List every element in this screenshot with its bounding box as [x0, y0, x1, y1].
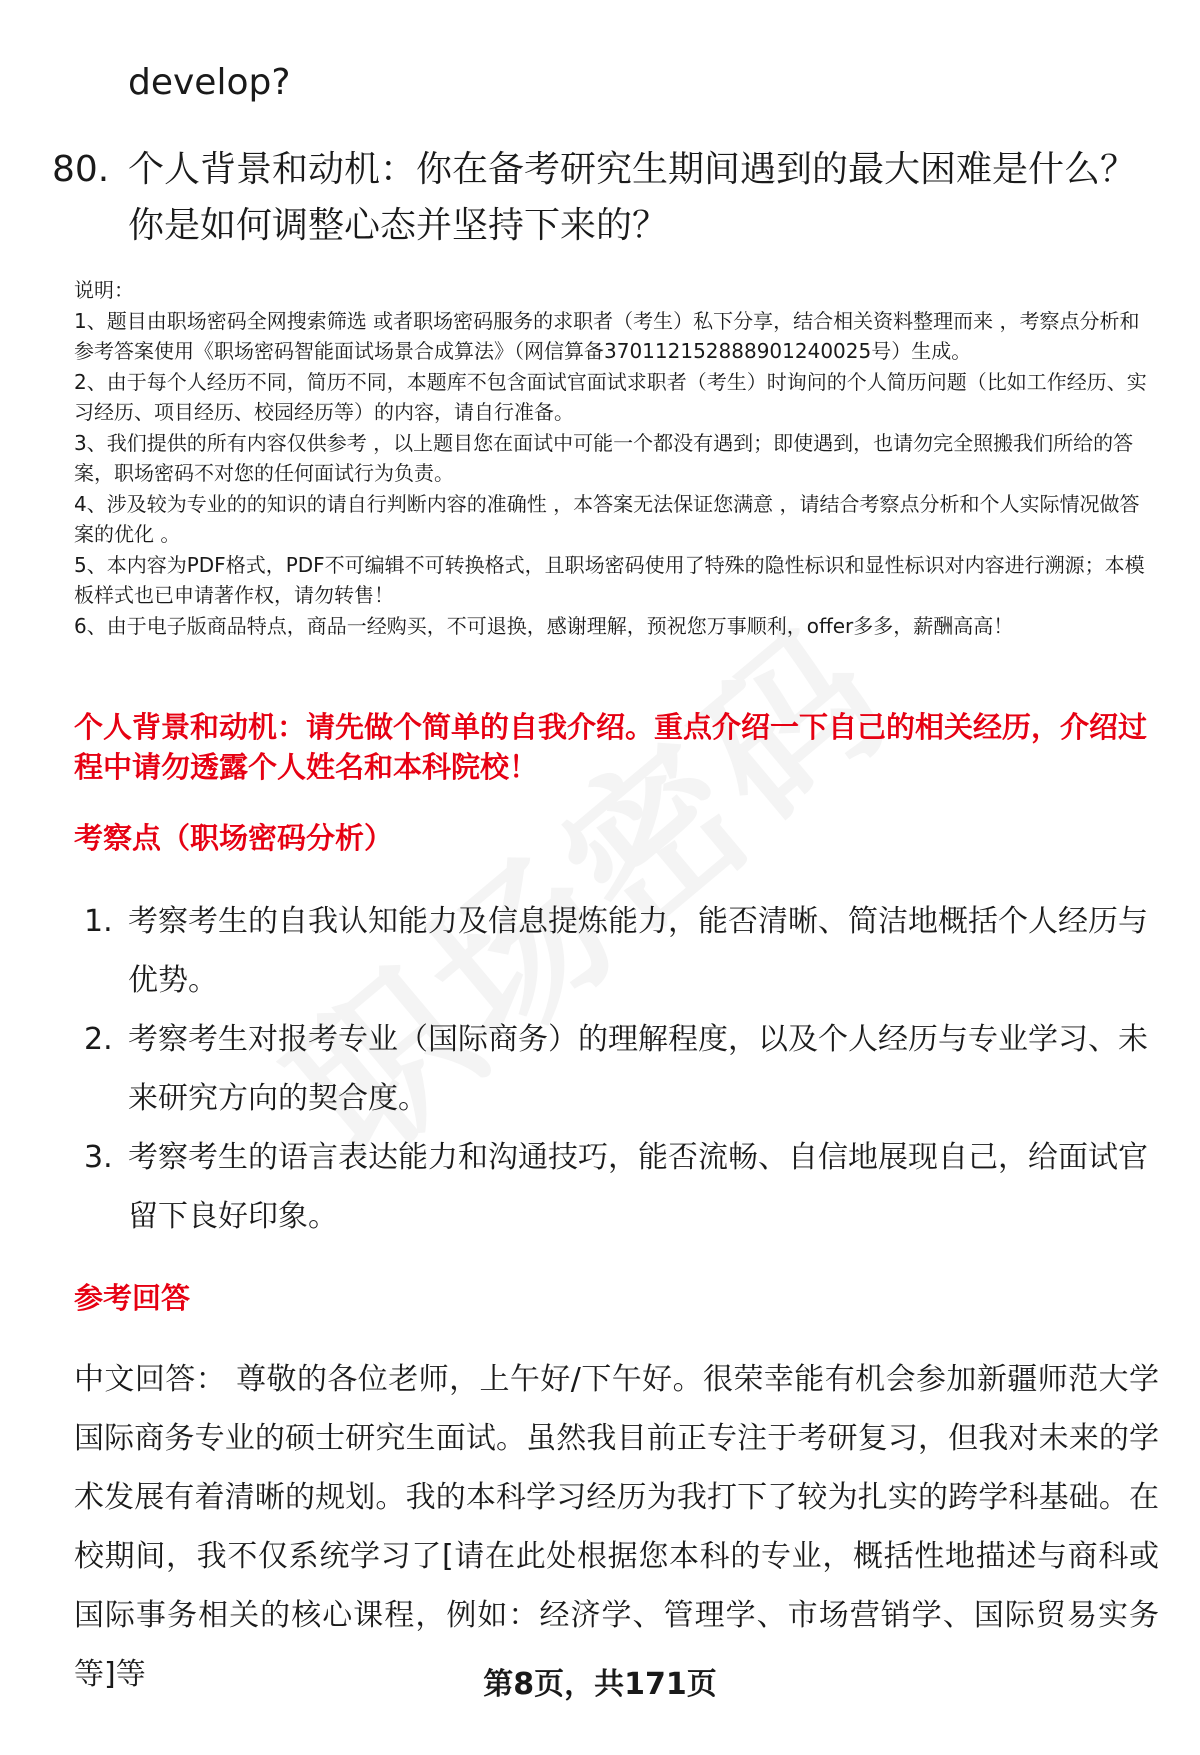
disclaimer-notes — [74, 275, 1154, 641]
notes-title: 说明： — [74, 278, 134, 302]
point-text: 考察考生的语言表达能力和沟通技巧，能否流畅、自信地展现自己，给面试官留下良好印象。 — [128, 1140, 1148, 1234]
point-text: 考察考生对报考专业（国际商务）的理解程度，以及个人经历与专业学习、未来研究方向的契合度。 — [128, 1022, 1148, 1116]
note-item: 3、我们提供的所有内容仅供参考 ，以上题目您在面试中可能一个都没有遇到；即使遇到，也请勿完全照搬我们所给的答案，职场密码不对您的任何面试行为负责。 — [74, 430, 1134, 485]
analysis-points — [84, 892, 1164, 1246]
note-item: 2、由于每个人经历不同，简历不同，本题库不包含面试官面试求职者（考生）时询问的个人简历问题（比如工作经历、实习经历、项目经历、校园经历等）的内容，请自行准备。 — [74, 369, 1147, 424]
note-item: 4、涉及较为专业的的知识的请自行判断内容的准确性 ，本答案无法保证您满意 ，请结合考察点分析和个人实际情况做答案的优化 。 — [74, 491, 1140, 546]
reference-answer-heading: 参考回答 — [74, 1281, 191, 1315]
reference-answer-body: 中文回答： 尊敬的各位老师，上午好/下午好。很荣幸能有机会参加新疆师范大学国际商务专业的硕士研究生面试。虽然我目前正专注于考研复习，但我对未来的学术发展有着清晰的规划。我的本科学习经历为我打下了较为扎实的跨学科基础。在校期间，我不仅系统学习了[请在此处根据您本科的专业，概括性地描述与商科或国际事务相关的核心课程，例如：经济学、管理学、市场营销学、国际贸易实务等]等 — [74, 1362, 1159, 1692]
point-text: 考察考生的自我认知能力及信息提炼能力，能否清晰、简洁地概括个人经历与优势。 — [128, 904, 1148, 998]
question-number: 80. — [52, 149, 110, 190]
page-footer: 第8页，共171页 — [483, 1667, 717, 1702]
analysis-point — [84, 1128, 1164, 1246]
point-number: 1. — [84, 904, 113, 939]
analysis-point — [84, 892, 1164, 1010]
question-text: 个人背景和动机：你在备考研究生期间遇到的最大困难是什么？你是如何调整心态并坚持下来的？ — [128, 149, 1137, 246]
point-number: 3. — [84, 1140, 113, 1175]
analysis-point — [84, 1010, 1164, 1128]
analysis-heading: 考察点（职场密码分析） — [74, 821, 394, 855]
point-number: 2. — [84, 1022, 113, 1057]
featured-question: 个人背景和动机：请先做个简单的自我介绍。重点介绍一下自己的相关经历，介绍过程中请勿透露个人姓名和本科院校！ — [74, 710, 1148, 784]
previous-question-continuation: develop? — [128, 62, 291, 103]
note-item: 1、题目由职场密码全网搜索筛选 或者职场密码服务的求职者（考生）私下分享，结合相关资料整理而来 ，考察点分析和参考答案使用《职场密码智能面试场景合成算法》（网信算备370112152888901240025号）生成。 — [74, 308, 1140, 363]
note-item: 6、由于电子版商品特点，商品一经购买，不可退换，感谢理解，预祝您万事顺利，offer多多，薪酬高高！ — [74, 613, 1014, 638]
note-item: 5、本内容为PDF格式，PDF不可编辑不可转换格式，且职场密码使用了特殊的隐性标识和显性标识对内容进行溯源；本模板样式也已申请著作权，请勿转售！ — [74, 552, 1145, 607]
